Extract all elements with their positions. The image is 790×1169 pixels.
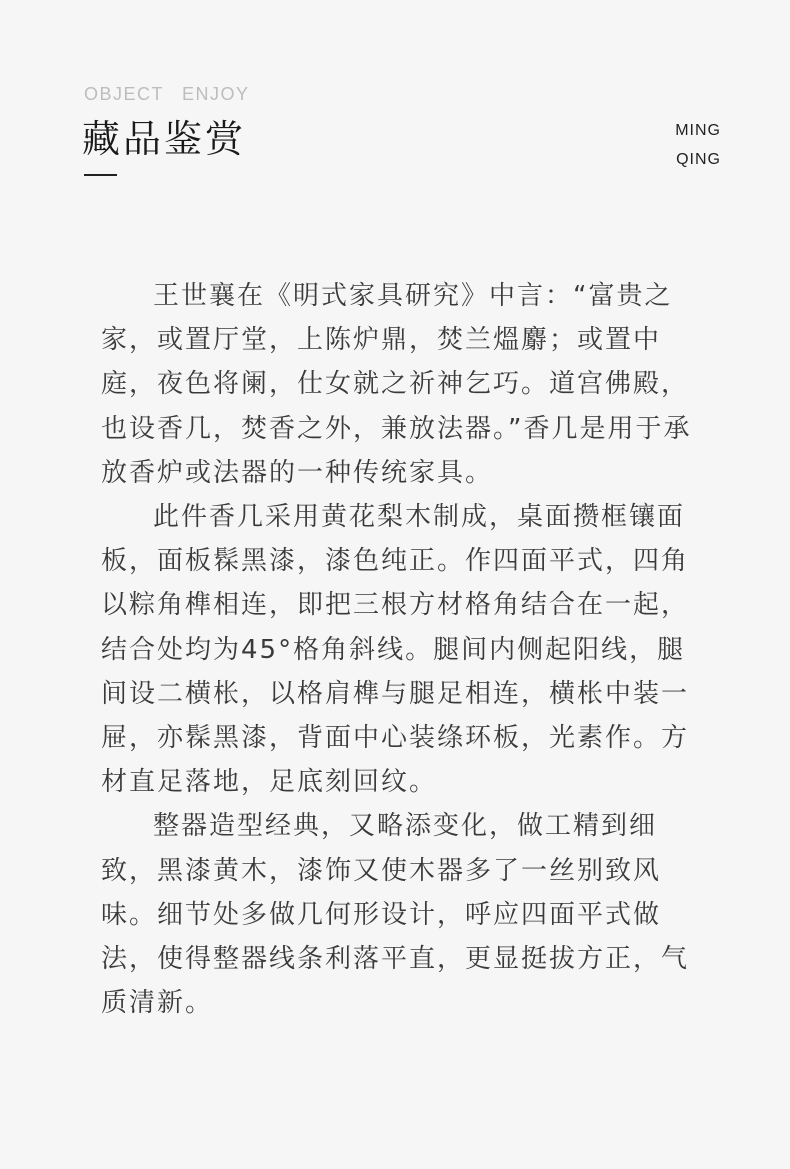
article-paragraph-1: 王世襄在《明式家具研究》中言：“富贵之家，或置厅堂，上陈炉鼎，焚兰熅麝；或置中庭，夜色将阑，仕女就之祈神乞巧。道宫佛殿，也设香几，焚香之外，兼放法器。”香几是用于承放香炉或法器的一种传统家具。 (101, 281, 692, 488)
side-label (675, 116, 721, 174)
article-body (101, 274, 701, 1025)
side-label-line-2: QING (676, 151, 721, 168)
article-paragraph-3: 整器造型经典，又略添变化，做工精到细致，黑漆黄木，漆饰又使木器多了一丝别致风味。细节处多做几何形设计，呼应四面平式做法，使得整器线条利落平直，更显挺拔方正，气质清新。 (101, 811, 690, 1019)
section-title: 藏品鉴赏 (82, 117, 247, 161)
title-underline (84, 174, 117, 176)
side-label-line-1: MING (675, 122, 721, 139)
article-paragraph-2: 此件香几采用黄花梨木制成，桌面攒框镶面板，面板髹黑漆，漆色纯正。作四面平式，四角以粽角榫相连，即把三根方材格角结合在一起，结合处均为45°格角斜线。腿间内侧起阳线，腿间设二横枨，以格肩榫与腿足相连，横枨中装一屉，亦髹黑漆，背面中心装绦环板，光素作。方材直足落地，足底刻回纹。 (101, 502, 690, 798)
subtitle-word-enjoy: ENJOY (182, 84, 250, 104)
section-subtitle (84, 84, 250, 105)
subtitle-word-object: OBJECT (84, 84, 165, 104)
